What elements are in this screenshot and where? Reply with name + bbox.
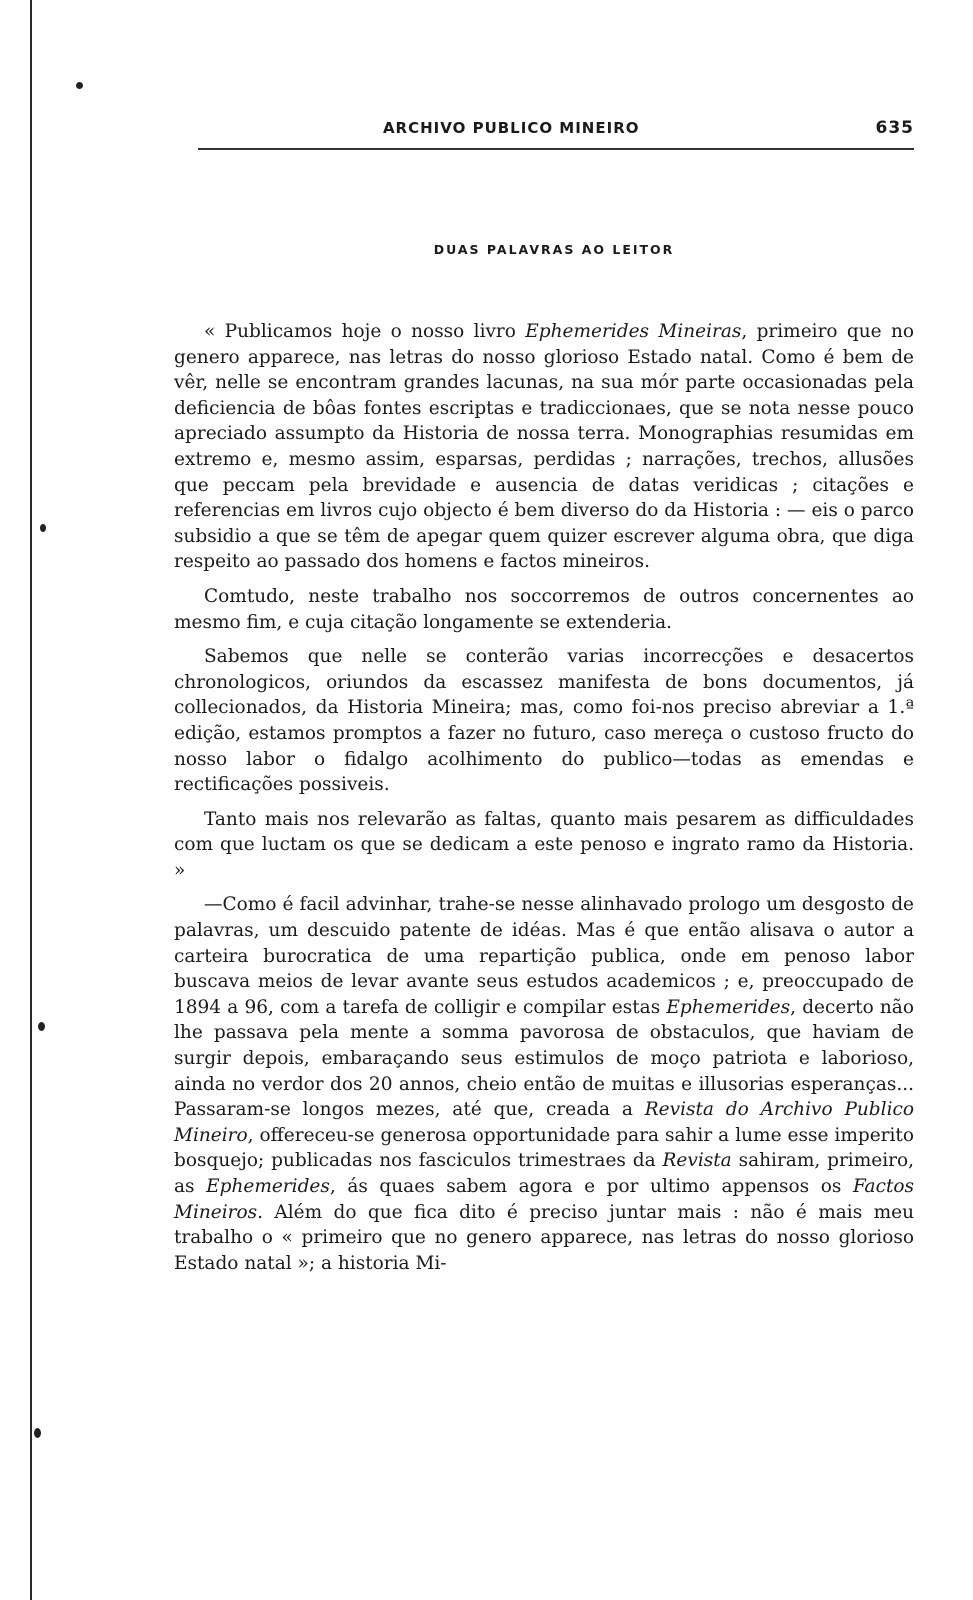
running-title: ARCHIVO PUBLICO MINEIRO (382, 119, 640, 137)
paragraph: Tanto mais nos relevarão as faltas, quanto mais pesarem as difficuldades com que luctam os que se dedicam a este penoso e ingrato ramo da Historia. » (174, 808, 914, 881)
document-page (174, 118, 914, 1285)
paragraph-text: , ás quaes sabem agora e por ultimo appensos os (329, 1176, 853, 1197)
scan-edge-line (30, 0, 32, 1600)
book-title: Ephemerides (666, 996, 791, 1018)
journal-title: Revista do Archivo Publico Mineiro (174, 1099, 914, 1146)
section-title: DUAS PALAVRAS AO LEITOR (433, 242, 675, 257)
paragraph-text: , decerto não lhe passava pela mente a somma pavorosa de obstaculos, que haviam de surgir depois, embaraçando seus estimulos de moço patriota e laborioso, ainda no verdor dos 20 annos, cheio então de muitas e illusorias esperanças... Passaram-se longos mezes, até que, creada a (174, 996, 914, 1121)
scan-speck (40, 524, 46, 532)
book-title: Ephemerides (206, 1176, 330, 1197)
running-head (174, 118, 914, 138)
paragraph: Comtudo, neste trabalho nos soccorremos de outros concernentes ao mesmo fim, e cuja citação longamente se extenderia. (174, 585, 914, 633)
header-rule (198, 148, 914, 150)
book-title: Ephemerides Mineiras (525, 321, 742, 342)
paragraph-text: sahiram, primeiro, as (174, 1150, 914, 1197)
scan-speck (34, 1428, 41, 1438)
paragraph-text: , primeiro que no genero apparece, nas letras do nosso glorioso Estado natal. Como é bem de vêr, nelle se encontram grandes lacunas, na sua mór parte occasionadas pela deficiencia de bôas fontes escriptas e tradiccionaes, que se nota nesse pouco apreciado assumpto da Historia de nossa terra. Monographias resumidas em extremo e, mesmo assim, esparsas, perdidas ; narrações, trechos, allusões que peccam pela brevidade e ausencia de datas veridicas ; citações e referencias em livros cujo objecto é bem diverso do da Historia : — eis o parco subsidio a que se têm de apegar quem quizer escrever alguma obra, que diga respeito ao passado dos homens e factos mineiros. (174, 321, 914, 573)
scan-speck (38, 1022, 45, 1031)
paragraph (174, 319, 914, 575)
paragraph: Sabemos que nelle se conterão varias incorrecções e desacertos chronologicos, oriundos da escassez manifesta de bons documentos, já collecionados, da Historia Mineira; mas, como foi-nos preciso abreviar a 1.ª edição, estamos promptos a fazer no futuro, caso mereça o custoso fructo do nosso labor o fidalgo acolhimento do publico—todas as emendas e rectificações possiveis. (174, 646, 914, 796)
paragraph-text: —Como é facil advinhar, trahe-se nesse alinhavado prologo um desgosto de palavras, um descuido patente de idéas. Mas é que então alisava o autor a carteira burocratica de uma repartição publica, onde em penoso labor buscava meios de levar avante seus estudos academicos ; e, preoccupado de 1894 a 96, com a tarefa de colligir e compilar estas (174, 894, 914, 1018)
paragraph (174, 892, 914, 1276)
paragraph-text: , offereceu-se generosa opportunidade para sahir a lume esse imperito bosquejo; publicadas nos fasciculos trimestraes da (174, 1124, 914, 1172)
page-number: 635 (875, 118, 914, 138)
paragraph-text: . Além do que fica dito é preciso juntar mais : não é mais meu trabalho o « primeiro que no genero apparece, nas letras do nosso glorioso Estado natal »; a historia Mi- (174, 1201, 914, 1274)
scan-speck (76, 82, 83, 89)
paragraph-text: « Publicamos hoje o nosso livro (204, 321, 526, 342)
journal-title: Revista (662, 1150, 732, 1172)
book-title: Factos Mineiros (174, 1176, 915, 1223)
